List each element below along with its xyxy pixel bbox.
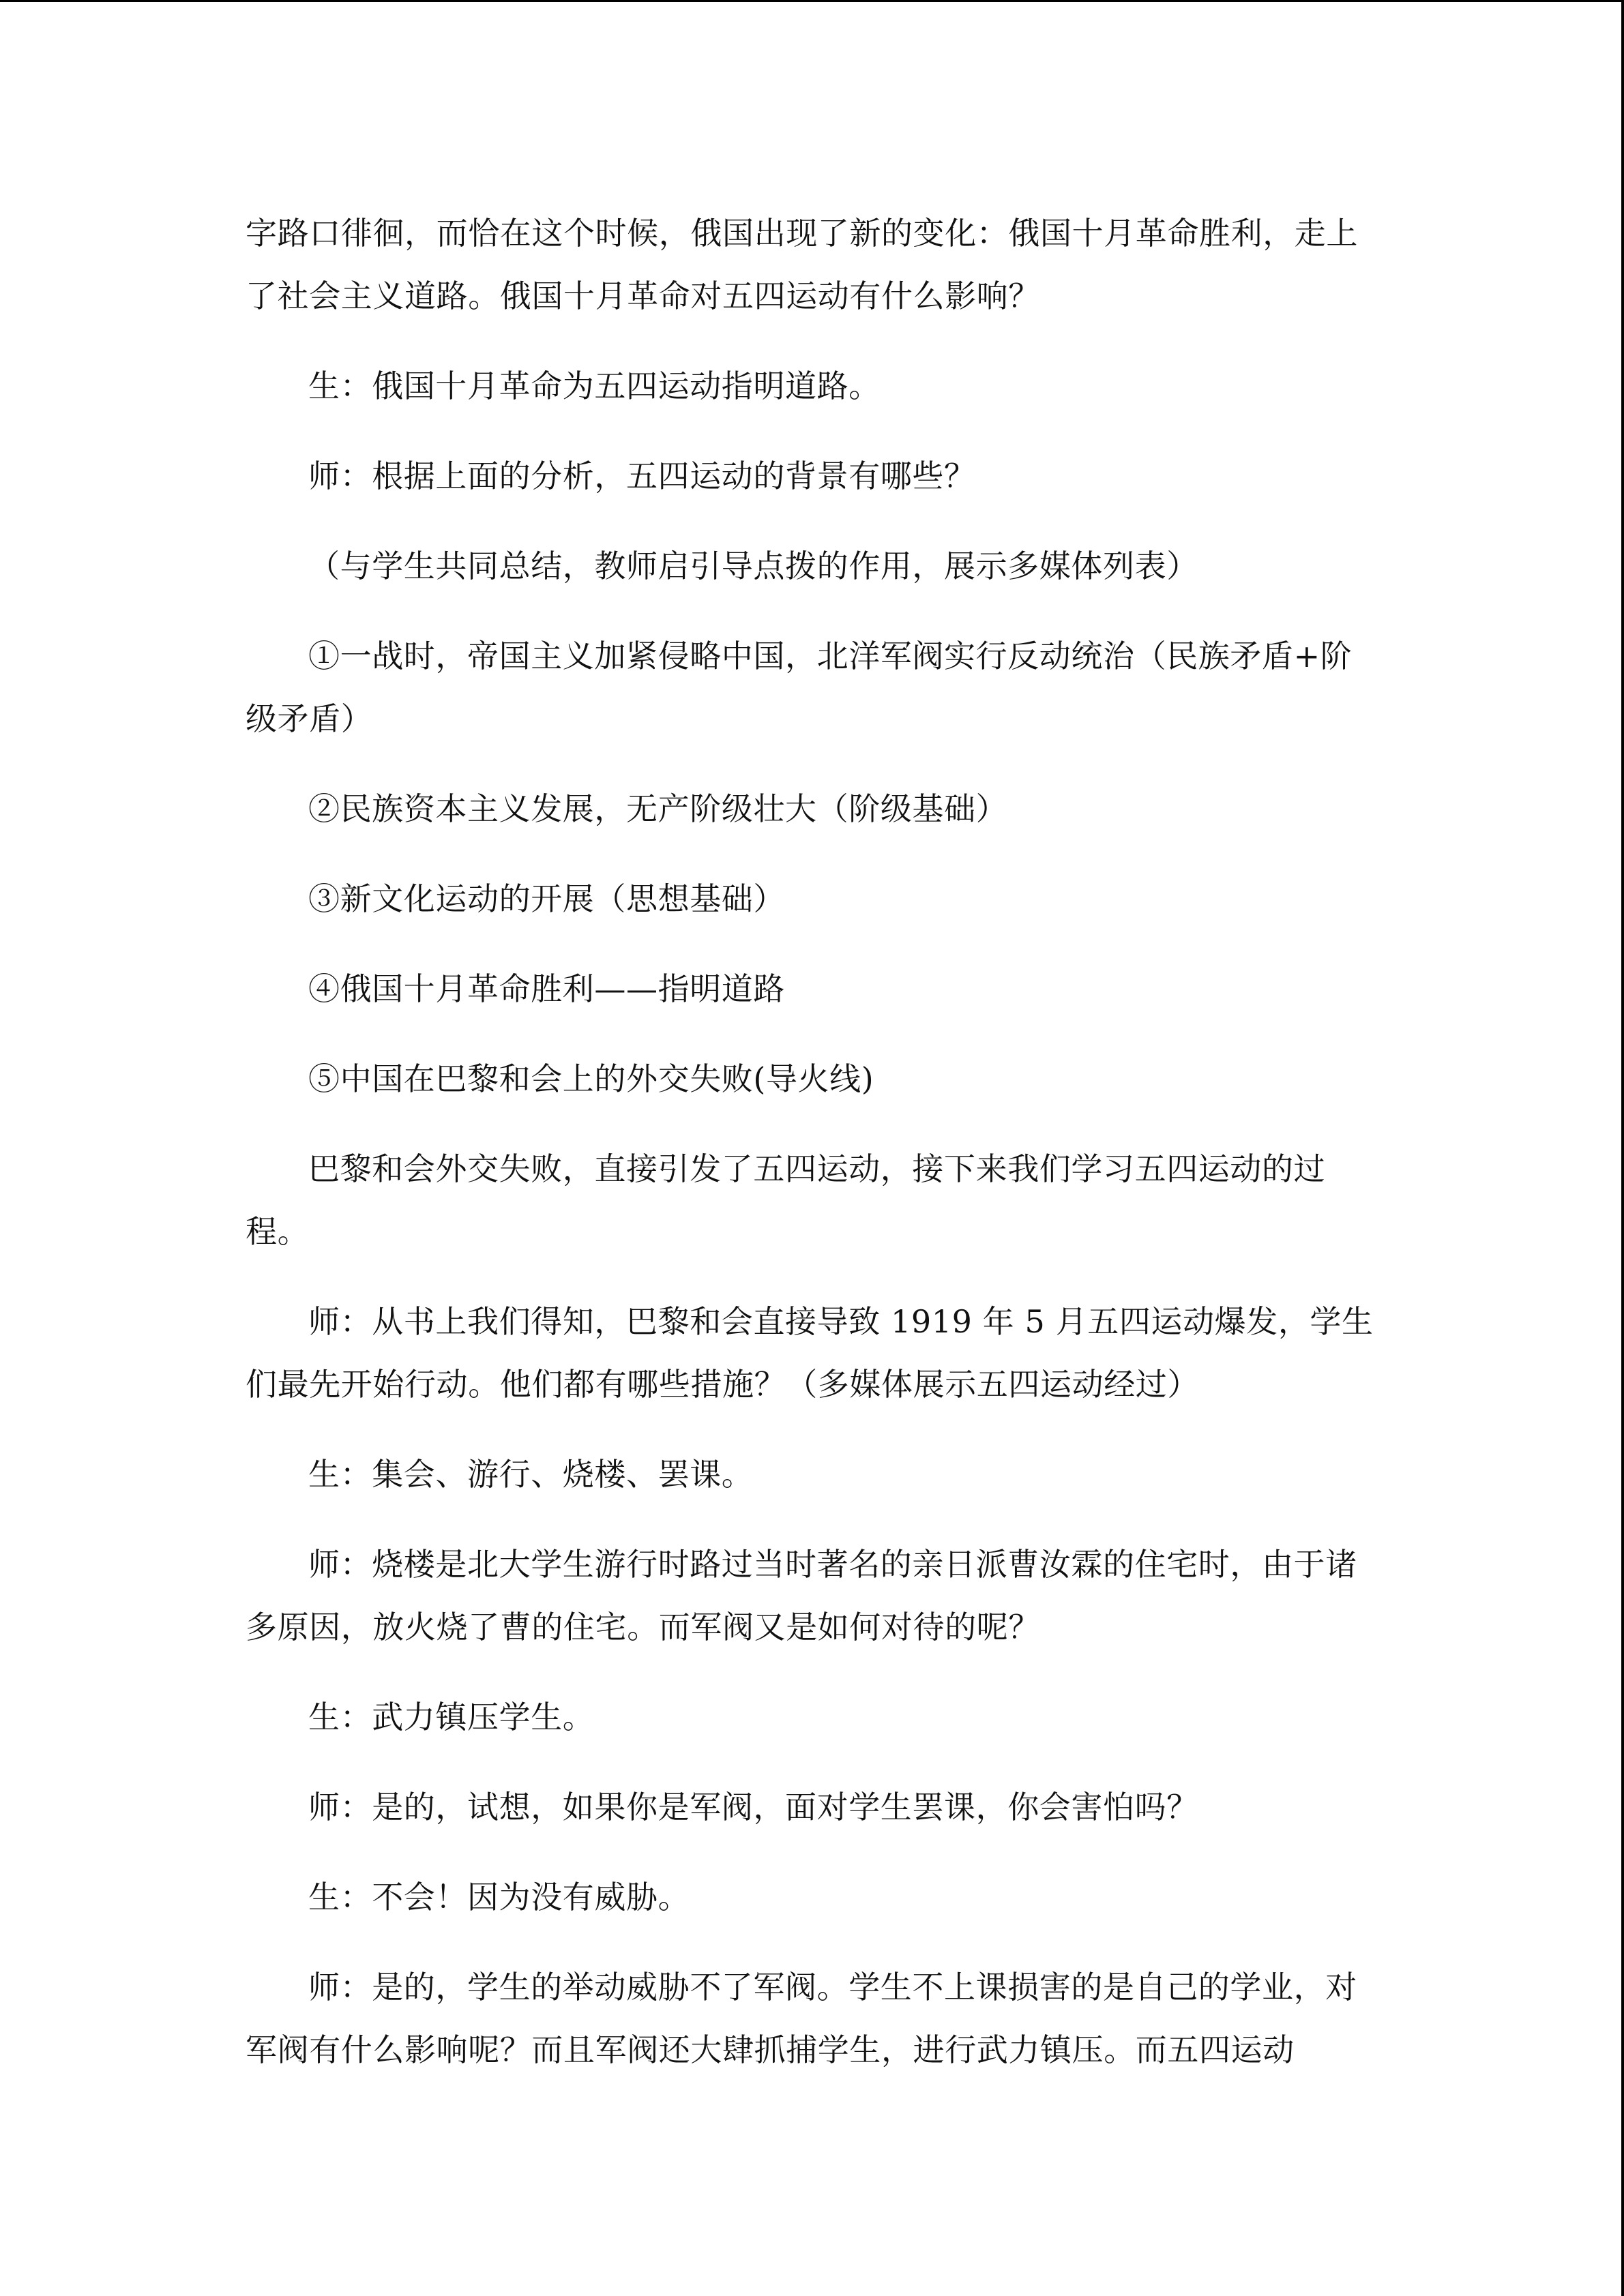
paragraph: 巴黎和会外交失败，直接引发了五四运动，接下来我们学习五四运动的过程。 bbox=[246, 1150, 1326, 1250]
paragraph: 师：根据上面的分析，五四运动的背景有哪些？ bbox=[308, 458, 976, 494]
paragraph: ③新文化运动的开展（思想基础） bbox=[308, 880, 785, 917]
paragraph: 师：从书上我们得知，巴黎和会直接导致 1919 年 5 月五四运动爆发，学生们最先开始行动。他们都有哪些措施？（多媒体展示五四运动经过） bbox=[246, 1303, 1374, 1403]
paragraph: 生：武力镇压学生。 bbox=[308, 1699, 595, 1735]
paragraph: 师：是的，试想，如果你是军阀，面对学生罢课，你会害怕吗？ bbox=[308, 1789, 1198, 1825]
paragraph: ⑤中国在巴黎和会上的外交失败(导火线) bbox=[308, 1060, 874, 1097]
paragraph: 生：不会！因为没有威胁。 bbox=[308, 1879, 690, 1915]
page-top-border bbox=[0, 0, 1624, 2]
paragraph: ④俄国十月革命胜利——指明道路 bbox=[308, 970, 785, 1007]
paragraph: （与学生共同总结，教师启引导点拨的作用，展示多媒体列表） bbox=[308, 548, 1198, 584]
paragraph: ①一战时，帝国主义加紧侵略中国，北洋军阀实行反动统治（民族矛盾+阶级矛盾） bbox=[246, 638, 1353, 737]
page-right-border bbox=[1621, 0, 1624, 2296]
document-body bbox=[246, 202, 1381, 2108]
paragraph: 师：烧楼是北大学生游行时路过当时著名的亲日派曹汝霖的住宅时，由于诸多原因，放火烧了曹的住宅。而军阀又是如何对待的呢？ bbox=[246, 1546, 1357, 1645]
paragraph: ②民族资本主义发展，无产阶级壮大（阶级基础） bbox=[308, 790, 1008, 827]
paragraph: 字路口徘徊，而恰在这个时候，俄国出现了新的变化：俄国十月革命胜利，走上了社会主义道路。俄国十月革命对五四运动有什么影响？ bbox=[246, 215, 1358, 314]
paragraph: 生：集会、游行、烧楼、罢课。 bbox=[308, 1456, 754, 1493]
paragraph: 师：是的，学生的举动威胁不了军阀。学生不上课损害的是自己的学业，对军阀有什么影响呢？而且军阀还大肆抓捕学生，进行武力镇压。而五四运动 bbox=[246, 1969, 1357, 2068]
paragraph: 生：俄国十月革命为五四运动指明道路。 bbox=[308, 368, 881, 404]
